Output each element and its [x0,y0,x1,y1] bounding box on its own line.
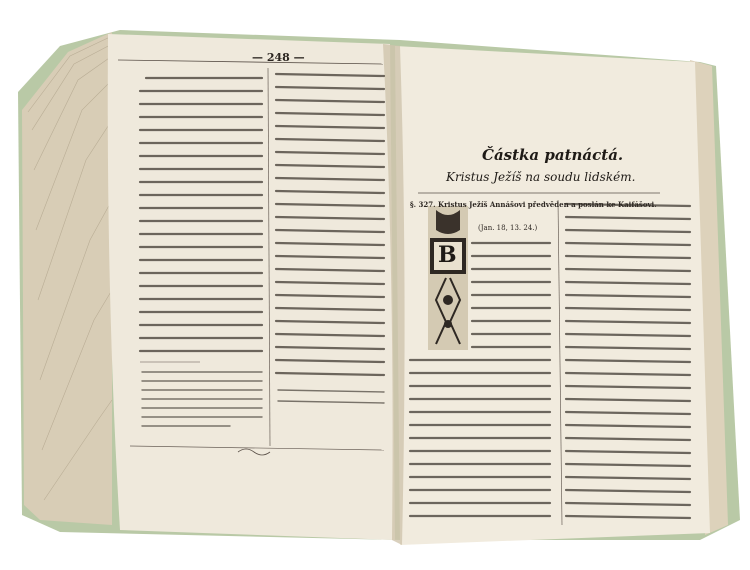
ornamental-initial [428,206,468,350]
page-number: — 248 — [252,51,305,64]
drop-cap-letter: B [438,242,457,268]
chapter-title: Částka patnáctá. [482,146,624,164]
section-heading: §. 327. Kristus Ježíš Annášovi předvěden a poslán ke Kaifášovi. [410,200,657,209]
chapter-subtitle: Kristus Ježíš na soudu lidském. [446,170,636,184]
section-reference: (Jan. 18, 13. 24.) [478,224,538,232]
page-edges-left [22,32,112,525]
